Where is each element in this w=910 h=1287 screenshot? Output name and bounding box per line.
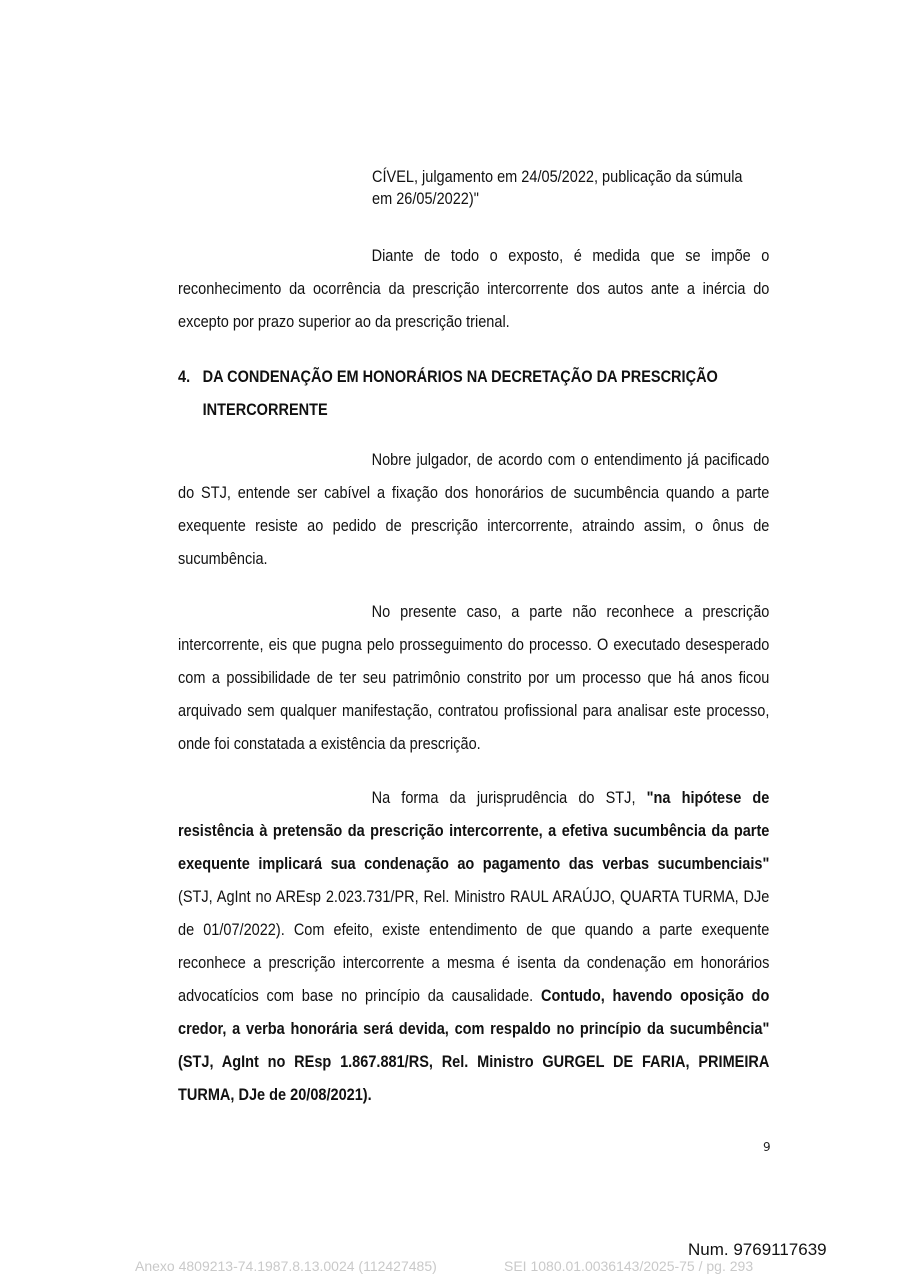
jurisprudence-quote-1: "na hipótese de resistência à pretensão da prescrição intercorrente, a efetiva sucumbência da parte exequente implicará sua condenação ao pagamento das verbas sucumbenciais"	[178, 789, 770, 873]
section-number: 4.	[178, 368, 191, 386]
citation-tail	[372, 166, 772, 210]
paragraph-case	[178, 596, 769, 761]
paragraph-jurisprudence	[178, 782, 769, 1112]
paragraph-case-text: No presente caso, a parte não reconhece a prescrição intercorrente, eis que pugna pelo prosseguimento do processo. O executado desesperado com a possibilidade de ter seu patrimônio constrito por um processo que há anos ficou arquivado sem qualquer manifestação, contratou profissional para analisar este processo, onde foi constatada a existência da prescrição.	[178, 603, 770, 753]
paragraph-judge	[178, 444, 769, 576]
jurisprudence-quote-2: Contudo, havendo oposição do credor, a verba honorária será devida, com respaldo no princípio da sucumbência" (STJ, AgInt no REsp 1.867.881/RS, Rel. Ministro GURGEL DE FARIA, PRIMEIRA TURMA, DJe de 20/08/2021).	[178, 987, 770, 1104]
section-title-line-1: DA CONDENAÇÃO EM HONORÁRIOS NA DECRETAÇÃO DA PRESCRIÇÃO	[202, 368, 718, 386]
citation-tail-line-1: CÍVEL, julgamento em 24/05/2022, publicação da súmula	[372, 168, 743, 186]
citation-tail-line-2: em 26/05/2022)"	[372, 190, 479, 208]
watermark-sei: SEI 1080.01.0036143/2025-75 / pg. 293	[504, 1258, 754, 1274]
section-title-line-2: INTERCORRENTE	[202, 401, 328, 419]
paragraph-conclusion-text: Diante de todo o exposto, é medida que se impõe o reconhecimento da ocorrência da prescrição intercorrente dos autos ante a inércia do excepto por prazo superior ao da prescrição trienal.	[178, 247, 770, 331]
page-number: 9	[763, 1140, 771, 1154]
paragraph-judge-text: Nobre julgador, de acordo com o entendimento já pacificado do STJ, entende ser cabível a fixação dos honorários de sucumbência quando a parte exequente resiste ao pedido de prescrição intercorrente, atraindo assim, o ônus de sucumbência.	[178, 451, 770, 568]
paragraph-conclusion	[178, 240, 769, 339]
paragraph-jurisprudence-intro: Na forma da jurisprudência do STJ,	[371, 789, 647, 807]
section-heading	[178, 361, 769, 427]
document-number: Num. 9769117639	[688, 1240, 827, 1259]
paragraph-jurisprudence-middle: (STJ, AgInt no AREsp 2.023.731/PR, Rel. Ministro RAUL ARAÚJO, QUARTA TURMA, DJe de 01/07/2022). Com efeito, existe entendimento de que quando a parte exequente reconhece a prescrição intercorrente a mesma é isenta da condenação em honorários advocatícios com base no princípio da causalidade.	[178, 888, 770, 1005]
watermark-annex: Anexo 4809213-74.1987.8.13.0024 (112427485)	[135, 1258, 437, 1274]
